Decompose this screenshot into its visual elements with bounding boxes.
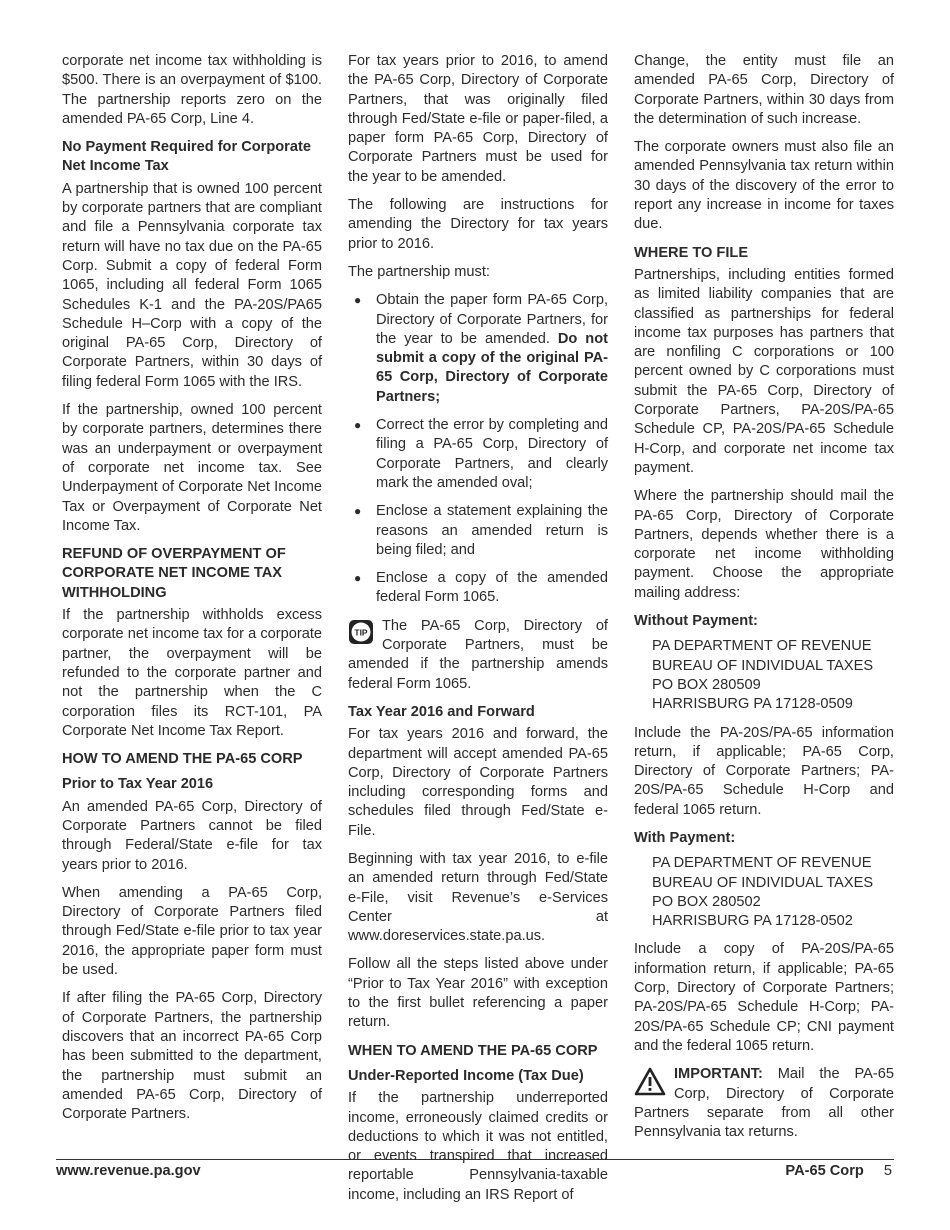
bullet-bold-text: Do not submit a copy of the original PA-65 Corp, Directory of Corporate Partners; (376, 330, 608, 405)
important-text: Mail the PA-65 Corp, Directory of Corporate Partners separate from all other Pennsylvania tax returns. (634, 1066, 894, 1141)
subsection-heading: Tax Year 2016 and Forward (348, 703, 535, 720)
paragraph: The following are instructions for amending the Directory for tax years prior to 2016. (348, 197, 608, 252)
list-item: ● Enclose a statement explaining the reasons an amended return is being filed; and (348, 502, 608, 560)
address-line: BUREAU OF INDIVIDUAL TAXES (652, 657, 874, 674)
important-label: IMPORTANT: (674, 1066, 763, 1083)
tip-label: TIP (354, 627, 368, 638)
paragraph: Where the partnership should mail the PA-65 Corp, Directory of Corporate Partners, depends whether there is a corporate net income withholding payment. Choose the appropriate mailing address: (634, 488, 894, 601)
list-item: ● Enclose a copy of the amended federal Form 1065. (348, 569, 608, 608)
paragraph: The corporate owners must also file an amended Pennsylvania tax return within 30 days of the discovery of the error to report any increase in income for taxes due. (634, 139, 894, 233)
list-item: ● Correct the error by completing and filing a PA-65 Corp, Directory of Corporate Partners, and clearly mark the amended oval; (348, 416, 608, 493)
paragraph: If the partnership withholds excess corporate net income tax for a corporate partner, the overpayment will be refunded to the corporate partner and not the partnership when the C corporation files its RCT-101, PA Corporate Net Income Tax Report. (62, 607, 322, 739)
bullet-list (348, 291, 608, 607)
section-heading: WHERE TO FILE (634, 244, 749, 261)
paragraph: If the partnership, owned 100 percent by corporate partners, determines there was an underpayment or overpayment of corporate net income tax. See Underpayment of Corporate Net Income Tax or Overpayment of Corporate Net Income Tax. (62, 402, 322, 534)
paragraph: The partnership must: (348, 263, 490, 280)
paragraph: A partnership that is owned 100 percent by corporate partners that are compliant and file a Pennsylvania corporate tax return will have no tax due on the PA-65 Corp. Submit a copy of federal Form 1065, including all federal Form 1065 Schedules K-1 and the PA-20S/PA65 Schedule H–Corp with a copy of the original PA-65 Corp, Directory of Corporate Partners, within 30 days of filing federal Form 1065 with the IRS. (62, 180, 322, 390)
footer-url: www.revenue.pa.gov (56, 1163, 201, 1179)
paragraph: Include the PA-20S/PA-65 information return, if applicable; PA-65 Corp, Directory of Corporate Partners; PA-20S/PA-65 Schedule H-Corp and federal 1065 return. (634, 724, 894, 818)
footer-divider (56, 1159, 894, 1160)
address-line: PO BOX 280509 (652, 676, 761, 693)
paragraph: An amended PA-65 Corp, Directory of Corporate Partners cannot be filed through Federal/State e-file for tax years prior to 2016. (62, 798, 322, 873)
subsection-heading: Prior to Tax Year 2016 (62, 776, 214, 793)
mailing-address-without-payment (652, 637, 894, 714)
tip-note (348, 617, 608, 694)
page-number: 5 (883, 1163, 892, 1179)
section-heading: No Payment Required for Corporate Net Income Tax (62, 139, 311, 175)
paragraph: When amending a PA-65 Corp, Directory of Corporate Partners filed through Fed/State e-file prior to tax year 2016, the appropriate paper form must be used. (62, 884, 322, 979)
tip-text: The PA-65 Corp, Directory of Corporate Partners, must be amended if the partnership amends federal Form 1065. (348, 617, 608, 692)
address-line: HARRISBURG PA 17128-0509 (652, 696, 853, 713)
paragraph: For tax years 2016 and forward, the department will accept amended PA-65 Corp, Directory of Corporate Partners including corresponding forms and schedules filed through Fed/State e-File. (348, 726, 608, 839)
paragraph: Include a copy of PA-20S/PA-65 information return, if applicable; PA-65 Corp, Directory of Corporate Partners; PA-20S/PA-65 Schedule H-Corp; PA-20S/PA-65 Schedule CP; CNI payment and the federal 1065 return. (634, 941, 894, 1054)
subsection-heading: With Payment: (634, 829, 736, 846)
address-line: HARRISBURG PA 17128-0502 (652, 913, 853, 930)
footer-form-name: PA-65 Corp (785, 1163, 864, 1179)
section-heading: HOW TO AMEND THE PA-65 CORP (62, 751, 303, 768)
warning-icon (634, 1067, 666, 1097)
paragraph: Beginning with tax year 2016, to e-file an amended return through Fed/State e-File, visit Revenue’s e-Services Center at www.doreservices.state.pa.us. (348, 850, 608, 945)
address-line: PO BOX 280502 (652, 893, 761, 910)
address-line: PA DEPARTMENT OF REVENUE (652, 638, 872, 655)
list-item (348, 291, 608, 407)
section-heading: REFUND OF OVERPAYMENT OF CORPORATE NET INCOME TAX WITHHOLDING (62, 546, 286, 601)
column-3 (634, 52, 894, 1151)
paragraph: If after filing the PA-65 Corp, Directory of Corporate Partners, the partnership discovers that an incorrect PA-65 Corp has been submitted to the department, the partnership must submit an amended PA-65 Corp, Directory of Corporate Partners. (62, 990, 322, 1123)
address-line: PA DEPARTMENT OF REVENUE (652, 855, 872, 872)
paragraph: If the partnership underreported income, erroneously claimed credits or deductions to which it was not entitled, or events transpired that increased reportable Pennsylvania-taxable income, including an IRS Report of (348, 1090, 608, 1203)
mailing-address-with-payment (652, 854, 894, 931)
paragraph: corporate net income tax withholding is $500. There is an overpayment of $100. The partnership reports zero on the amended PA-65 Corp, Line 4. (62, 53, 322, 127)
paragraph: Follow all the steps listed above under “Prior to Tax Year 2016” with exception to the first bullet referencing a paper return. (348, 956, 608, 1031)
column-1 (62, 52, 322, 1133)
subsection-heading: Under-Reported Income (Tax Due) (348, 1067, 584, 1084)
paragraph: Change, the entity must file an amended PA-65 Corp, Directory of Corporate Partners, within 30 days from the determination of such increase. (634, 53, 894, 127)
subsection-heading: Without Payment: (634, 613, 758, 630)
important-note (634, 1065, 894, 1142)
footer-page-info (785, 1163, 892, 1179)
address-line: BUREAU OF INDIVIDUAL TAXES (652, 874, 874, 891)
section-heading: WHEN TO AMEND THE PA-65 CORP (348, 1042, 598, 1059)
paragraph: For tax years prior to 2016, to amend the PA-65 Corp, Directory of Corporate Partners, that was originally filed through Fed/State e-file or paper-filed, a paper form PA-65 Corp, Directory of Corporate Partners must be used for the year to be amended. (348, 53, 608, 185)
tip-icon (348, 619, 374, 645)
paragraph: Partnerships, including entities formed as limited liability companies that are classified as partnerships for federal income tax purposes has partners that are nonfiling C corporations or 100 percent owned by C corporations must submit the PA-65 Corp, Directory of Corporate Partners, PA-20S/PA-65 Schedule CP, PA-20S/PA-65 Schedule H-Corp, and corporate net income tax payment. (634, 266, 894, 476)
bullet-text: Obtain the paper form PA-65 Corp, Directory of Corporate Partners, for the year to be amended. (376, 292, 608, 347)
column-2 (348, 52, 608, 1214)
